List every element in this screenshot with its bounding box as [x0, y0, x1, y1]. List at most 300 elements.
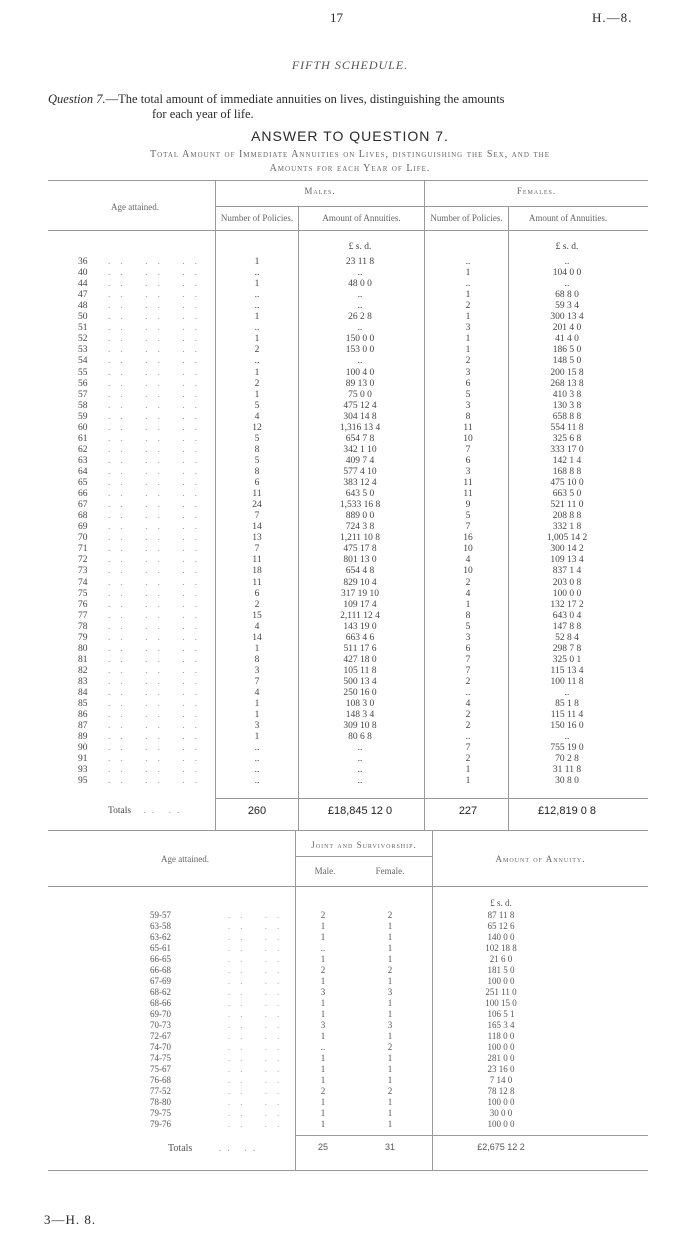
table2-row-leader-dots: .. .. — [228, 910, 290, 920]
subtitle-line-2: Amounts for each Year of Life. — [269, 163, 431, 174]
table2-header-rule — [48, 886, 648, 887]
table1-row-leader-dots: .. .. .. — [108, 433, 207, 444]
table1-row-leader-dots: .. .. .. — [108, 444, 207, 455]
table2-row-age-cell: 59-57 — [150, 910, 171, 920]
table2-row-age-cell: 69-70 — [150, 1009, 171, 1019]
table1-row-age-cell: 57 — [78, 389, 88, 400]
table1-males-header: Males. — [304, 186, 336, 196]
table1-row-leader-dots: .. .. .. — [108, 643, 207, 654]
table2-totals-dots: .. .. — [218, 1143, 262, 1154]
table1-row-male-amount-cell: .. — [357, 268, 363, 279]
table1-row-female-policies-cell: 3 — [465, 632, 471, 643]
table2-row-leader-dots: .. .. — [228, 998, 290, 1008]
table2-vrule-1 — [295, 830, 296, 1170]
table1-row-male-amount-cell: 148 3 4 — [345, 710, 375, 720]
table1-row-male-amount-cell: 100 4 0 — [345, 367, 375, 378]
table1-row-age-cell: 56 — [78, 378, 88, 389]
table1-row-female-policies-cell: .. — [465, 688, 471, 698]
table2-row-age-cell: 78-80 — [150, 1097, 171, 1107]
table1-row-age-cell: 73 — [78, 566, 88, 577]
table2-row-female-cell: 2 — [387, 1042, 393, 1052]
table1-row-female-policies-cell: 1 — [465, 776, 471, 787]
table1-row-age-cell: 84 — [78, 688, 88, 698]
table1-row-age-cell: 87 — [78, 721, 88, 732]
table1-row-female-amount-cell: 755 19 0 — [550, 743, 584, 754]
table1-row-age-cell: 58 — [78, 400, 88, 411]
table2-row-leader-dots: .. .. — [228, 965, 290, 975]
footer-reference: 3—H. 8. — [44, 1212, 97, 1227]
table1-row-female-amount-cell: 203 0 8 — [552, 577, 582, 588]
table1-row-male-amount-cell: 309 10 8 — [343, 721, 377, 732]
table1-row-leader-dots: .. .. .. — [108, 334, 207, 345]
table2-row-amount-cell: 102 18 8 — [485, 943, 517, 953]
table1-row-male-policies-cell: .. — [254, 356, 260, 367]
table1-row-male-policies-cell: .. — [254, 323, 260, 334]
table2-row-age-cell: 74-70 — [150, 1042, 171, 1052]
table1-row-female-amount-cell: 1,005 14 2 — [546, 533, 588, 544]
table2-row-amount-cell: 100 15 0 — [485, 998, 517, 1008]
table1-row-leader-dots: .. .. .. — [108, 312, 207, 323]
table1-row-female-amount-cell: 325 6 8 — [552, 433, 582, 444]
table1-row-leader-dots: .. .. .. — [108, 356, 207, 367]
table1-row-female-amount-cell: .. — [564, 257, 570, 267]
table2-row-male-cell: 1 — [320, 954, 326, 964]
table2-row-age-cell: 79-76 — [150, 1119, 171, 1129]
table1-row-female-policies-cell: 5 — [465, 511, 471, 522]
table1-row-female-amount-cell: .. — [564, 732, 570, 743]
table1-row-female-policies-cell: 1 — [465, 599, 471, 610]
table1-row-male-policies-cell: 11 — [252, 489, 262, 500]
table1-row-leader-dots: .. .. .. — [108, 400, 207, 411]
table1-total-female-policies: 227 — [458, 805, 478, 817]
table1-row-female-amount-cell: 109 13 4 — [550, 555, 584, 566]
table2-row-male-cell: 1 — [320, 1075, 326, 1085]
table2-totals-rule — [296, 1135, 648, 1136]
table1-row-male-amount-cell: 643 5 0 — [345, 489, 375, 500]
table1-row-female-policies-cell: 2 — [465, 356, 471, 367]
table1-row-male-amount-cell: 80 6 8 — [348, 732, 372, 743]
table1-total-female-amount: £12,819 0 8 — [537, 805, 597, 817]
table1-female-policies-header: Number of Policies. — [430, 213, 503, 223]
table1-row-male-policies-cell: 18 — [252, 566, 262, 577]
table2-row-age-cell: 76-68 — [150, 1075, 171, 1085]
table1-row-female-amount-cell: 410 3 8 — [552, 389, 582, 400]
page-number: 17 — [330, 10, 343, 25]
table2-row-female-cell: 1 — [387, 998, 393, 1008]
table1-row-male-amount-cell: 75 0 0 — [348, 389, 372, 400]
table1-row-female-policies-cell: 1 — [465, 268, 471, 279]
table2-row-female-cell: 1 — [387, 1119, 393, 1129]
table1-row-female-policies-cell: 8 — [465, 610, 471, 621]
table1-row-female-policies-cell: 7 — [465, 522, 471, 533]
table1-row-male-policies-cell: 7 — [254, 676, 260, 687]
table2-row-age-cell: 67-69 — [150, 976, 171, 986]
table1-row-male-policies-cell: 8 — [254, 654, 260, 665]
table1-row-female-policies-cell: 9 — [465, 500, 471, 511]
table2-row-leader-dots: .. .. — [228, 1009, 290, 1019]
table1-row-female-amount-cell: 30 8 0 — [555, 776, 579, 787]
table1-row-female-policies-cell: 3 — [465, 400, 471, 411]
table2-row-male-cell: 1 — [320, 932, 326, 942]
table1-row-age-cell: 72 — [78, 555, 88, 566]
table1-row-age-cell: 83 — [78, 676, 88, 687]
table1-females-header: Females. — [516, 186, 557, 196]
table1-row-leader-dots: .. .. .. — [108, 511, 207, 522]
table2-row-female-cell: 2 — [387, 910, 393, 920]
table1-row-leader-dots: .. .. .. — [108, 621, 207, 632]
table2-row-female-cell: 1 — [387, 1108, 393, 1118]
table1-row-female-policies-cell: 6 — [465, 378, 471, 389]
table1-row-age-cell: 69 — [78, 522, 88, 533]
table1-row-age-cell: 50 — [78, 312, 88, 323]
table2-row-leader-dots: .. .. — [228, 921, 290, 931]
table1-row-female-amount-cell: 658 8 8 — [552, 411, 582, 422]
table1-row-female-amount-cell: 200 15 8 — [550, 367, 584, 378]
table2-row-age-cell: 75-67 — [150, 1064, 171, 1074]
table1-row-female-policies-cell: 1 — [465, 765, 471, 776]
table1-row-male-policies-cell: 2 — [254, 345, 260, 356]
table1-row-leader-dots: .. .. .. — [108, 632, 207, 643]
table1-row-female-amount-cell: 41 4 0 — [555, 334, 579, 345]
table1-vrule-2 — [298, 207, 299, 830]
table1-vrule-4 — [508, 207, 509, 830]
table1-row-male-amount-cell: 250 16 0 — [343, 688, 377, 698]
table2-row-female-cell: 1 — [387, 954, 393, 964]
table2-row-female-cell: 1 — [387, 1075, 393, 1085]
table1-row-female-amount-cell: 52 8 4 — [555, 632, 579, 643]
table1-row-age-cell: 64 — [78, 467, 88, 477]
table1-row-male-policies-cell: 1 — [254, 334, 260, 345]
table1-row-male-policies-cell: .. — [254, 268, 260, 279]
table1-row-male-amount-cell: 475 17 8 — [343, 544, 377, 555]
table1-row-female-amount-cell: 325 0 1 — [552, 654, 582, 665]
table1-row-female-policies-cell: 2 — [465, 676, 471, 687]
table1-row-male-amount-cell: .. — [357, 301, 363, 312]
table1-row-leader-dots: .. .. .. — [108, 257, 207, 267]
table1-row-female-policies-cell: .. — [465, 279, 471, 290]
table2-row-age-cell: 66-68 — [150, 965, 171, 975]
table1-row-age-cell: 65 — [78, 478, 88, 488]
table1-row-male-policies-cell: .. — [254, 743, 260, 754]
table1-row-leader-dots: .. .. .. — [108, 301, 207, 312]
table1-row-male-amount-cell: 889 0 0 — [345, 511, 375, 522]
table1-row-leader-dots: .. .. .. — [108, 676, 207, 687]
question-line-2: for each year of life. — [152, 107, 254, 121]
table2-row-female-cell: 1 — [387, 1064, 393, 1074]
table1-vrule-3 — [424, 180, 425, 830]
table1-row-age-cell: 66 — [78, 489, 88, 500]
table1-row-male-policies-cell: 12 — [252, 422, 262, 433]
table1-vrule-1 — [215, 180, 216, 830]
table1-row-female-amount-cell: 31 11 8 — [552, 765, 582, 776]
table1-row-age-cell: 76 — [78, 599, 88, 610]
table1-row-female-policies-cell: 1 — [465, 312, 471, 323]
table2-row-leader-dots: .. .. — [228, 1119, 290, 1129]
table1-row-male-policies-cell: 13 — [252, 533, 262, 544]
table1-row-leader-dots: .. .. .. — [108, 688, 207, 698]
table2-joint-header: Joint and Survivorship. — [311, 840, 417, 850]
table2-row-male-cell: 1 — [320, 1031, 326, 1041]
table1-row-age-cell: 63 — [78, 455, 88, 466]
table1-row-leader-dots: .. .. .. — [108, 699, 207, 709]
table1-row-leader-dots: .. .. .. — [108, 279, 207, 290]
table1-row-male-policies-cell: 3 — [254, 721, 260, 732]
table2-row-leader-dots: .. .. — [228, 1042, 290, 1052]
table1-row-leader-dots: .. .. .. — [108, 765, 207, 776]
table1-row-male-policies-cell: 7 — [254, 511, 260, 522]
table1-row-male-amount-cell: 801 13 0 — [343, 555, 377, 566]
table1-female-currency-units: £ s. d. — [555, 242, 579, 252]
table1-row-leader-dots: .. .. .. — [108, 555, 207, 566]
table1-row-leader-dots: .. .. .. — [108, 544, 207, 555]
table1-row-male-policies-cell: 8 — [254, 467, 260, 477]
table2-row-male-cell: 1 — [320, 1119, 326, 1129]
table1-totals-label — [108, 806, 185, 816]
table1-row-age-cell: 48 — [78, 301, 88, 312]
table1-row-female-amount-cell: 208 8 8 — [552, 511, 582, 522]
table1-row-female-policies-cell: 3 — [465, 367, 471, 378]
table2-row-amount-cell: 21 6 0 — [489, 954, 513, 964]
table1-male-amount-header: Amount of Annuities. — [322, 213, 401, 223]
table1-row-male-policies-cell: 1 — [254, 389, 260, 400]
table2-row-female-cell: 1 — [387, 1009, 393, 1019]
table1-row-age-cell: 70 — [78, 533, 88, 544]
table2-row-male-cell: 1 — [320, 921, 326, 931]
table1-row-leader-dots: .. .. .. — [108, 610, 207, 621]
schedule-title: FIFTH SCHEDULE. — [291, 58, 409, 72]
table1-row-male-amount-cell: 342 1 10 — [343, 444, 377, 455]
table2-row-amount-cell: 23 16 0 — [487, 1064, 515, 1074]
table1-row-male-policies-cell: 4 — [254, 411, 260, 422]
table1-row-female-policies-cell: 10 — [463, 566, 473, 577]
table1-row-leader-dots: .. .. .. — [108, 732, 207, 743]
table1-row-male-policies-cell: 15 — [252, 610, 262, 621]
table1-row-male-policies-cell: 1 — [254, 699, 260, 709]
table2-totals-label — [168, 1143, 261, 1154]
table1-row-male-amount-cell: 577 4 10 — [343, 467, 377, 477]
table1-row-leader-dots: .. .. .. — [108, 489, 207, 500]
table2-row-amount-cell: 281 0 0 — [487, 1053, 515, 1063]
table1-row-female-policies-cell: 4 — [465, 699, 471, 709]
table1-row-female-amount-cell: 104 0 0 — [552, 268, 582, 279]
table2-row-leader-dots: .. .. — [228, 1075, 290, 1085]
table1-row-age-cell: 52 — [78, 334, 88, 345]
table2-row-male-cell: 1 — [320, 1108, 326, 1118]
table2-row-age-cell: 63-62 — [150, 932, 171, 942]
table1-row-male-amount-cell: 2,111 12 4 — [340, 610, 380, 621]
table1-row-leader-dots: .. .. .. — [108, 577, 207, 588]
table2-row-male-cell: .. — [320, 943, 326, 953]
table1-row-female-policies-cell: 3 — [465, 467, 471, 477]
table1-row-leader-dots: .. .. .. — [108, 721, 207, 732]
table2-row-amount-cell: 87 11 8 — [487, 910, 515, 920]
table1-row-male-amount-cell: .. — [357, 765, 363, 776]
table1-row-female-policies-cell: 7 — [465, 654, 471, 665]
question-label: Question 7. — [48, 92, 106, 106]
table2-row-leader-dots: .. .. — [228, 1108, 290, 1118]
table1-row-female-policies-cell: 7 — [465, 665, 471, 676]
table1-row-leader-dots: .. .. .. — [108, 654, 207, 665]
table1-row-male-amount-cell: 143 19 0 — [343, 621, 377, 632]
table1-row-male-policies-cell: 2 — [254, 378, 260, 389]
table1-row-female-policies-cell: 4 — [465, 588, 471, 599]
table1-row-male-amount-cell: 304 14 8 — [343, 411, 377, 422]
table1-row-male-policies-cell: 2 — [254, 599, 260, 610]
table1-row-male-amount-cell: 1,533 16 8 — [339, 500, 381, 511]
table1-row-leader-dots: .. .. .. — [108, 411, 207, 422]
table1-row-female-amount-cell: 85 1 8 — [555, 699, 579, 709]
table2-amount-header: Amount of Annuity. — [495, 854, 586, 864]
table2-row-male-cell: 1 — [320, 998, 326, 1008]
table1-row-age-cell: 68 — [78, 511, 88, 522]
table1-row-leader-dots: .. .. .. — [108, 710, 207, 720]
table2-total-male: 25 — [317, 1142, 328, 1152]
table2-total-amount: £2,675 12 2 — [477, 1142, 525, 1152]
table1-row-male-policies-cell: 4 — [254, 621, 260, 632]
table1-row-female-policies-cell: 11 — [463, 478, 473, 488]
document-reference: H.—8. — [592, 10, 633, 25]
table1-row-male-policies-cell: 1 — [254, 279, 260, 290]
table1-row-female-amount-cell: 115 13 4 — [550, 665, 584, 676]
table1-row-male-policies-cell: 1 — [254, 643, 260, 654]
table2-row-male-cell: 2 — [320, 965, 326, 975]
table2-row-male-cell: 2 — [320, 1086, 326, 1096]
table1-row-female-policies-cell: 10 — [463, 433, 473, 444]
table2-row-leader-dots: .. .. — [228, 954, 290, 964]
table1-row-female-amount-cell: 68 8 0 — [555, 290, 579, 301]
table1-male-currency-units: £ s. d. — [348, 242, 372, 252]
table1-row-male-amount-cell: 663 4 6 — [345, 632, 375, 643]
table2-row-age-cell: 66-65 — [150, 954, 171, 964]
table1-header-rule — [48, 230, 648, 231]
table2-row-leader-dots: .. .. — [228, 1086, 290, 1096]
table2-row-male-cell: 2 — [320, 910, 326, 920]
table1-row-male-amount-cell: .. — [357, 754, 363, 765]
table1-row-age-cell: 80 — [78, 643, 88, 654]
table2-row-leader-dots: .. .. — [228, 1097, 290, 1107]
table1-row-age-cell: 61 — [78, 433, 88, 444]
table1-total-male-policies: 260 — [247, 805, 267, 817]
table1-row-female-amount-cell: .. — [564, 688, 570, 698]
table1-row-age-cell: 90 — [78, 743, 88, 754]
table1-row-female-amount-cell: 643 0 4 — [552, 610, 582, 621]
table1-row-age-cell: 93 — [78, 765, 88, 776]
table1-row-age-cell: 91 — [78, 754, 88, 765]
table1-row-female-policies-cell: 7 — [465, 743, 471, 754]
table1-row-leader-dots: .. .. .. — [108, 467, 207, 477]
table1-row-male-amount-cell: 23 11 8 — [345, 257, 375, 267]
table1-row-male-amount-cell: 105 11 8 — [343, 665, 377, 676]
table1-row-female-policies-cell: 2 — [465, 301, 471, 312]
table2-row-amount-cell: 165 3 4 — [487, 1020, 515, 1030]
table1-row-male-amount-cell: 829 10 4 — [343, 577, 377, 588]
table1-row-female-policies-cell: 2 — [465, 577, 471, 588]
table2-group-rule — [296, 856, 432, 857]
table1-row-age-cell: 74 — [78, 577, 88, 588]
table1-row-female-amount-cell: 147 8 8 — [552, 621, 582, 632]
table2-row-age-cell: 72-67 — [150, 1031, 171, 1041]
table1-row-age-cell: 62 — [78, 444, 88, 455]
table1-row-male-policies-cell: 1 — [254, 257, 260, 267]
table1-row-age-cell: 60 — [78, 422, 88, 433]
table1-row-male-policies-cell: .. — [254, 301, 260, 312]
table1-row-male-policies-cell: 3 — [254, 665, 260, 676]
table1-row-male-policies-cell: 1 — [254, 732, 260, 743]
table1-row-age-cell: 54 — [78, 356, 88, 367]
table1-row-male-amount-cell: 108 3 0 — [345, 699, 375, 709]
table2-row-female-cell: 2 — [387, 1086, 393, 1096]
table1-row-leader-dots: .. .. .. — [108, 754, 207, 765]
table2-vrule-2 — [432, 830, 433, 1170]
table1-row-female-policies-cell: 1 — [465, 290, 471, 301]
table2-row-female-cell: 1 — [387, 943, 393, 953]
table1-row-female-policies-cell: 4 — [465, 555, 471, 566]
table1-row-female-amount-cell: 59 3 4 — [555, 301, 579, 312]
table2-row-amount-cell: 106 5 1 — [487, 1009, 515, 1019]
table1-row-male-amount-cell: 317 19 10 — [341, 588, 379, 599]
table1-row-age-cell: 59 — [78, 411, 88, 422]
table1-row-female-amount-cell: 333 17 0 — [550, 444, 584, 455]
table1-row-female-policies-cell: 10 — [463, 544, 473, 555]
table1-row-male-amount-cell: .. — [357, 323, 363, 334]
table2-row-amount-cell: 100 0 0 — [487, 976, 515, 986]
table1-row-male-amount-cell: 26 2 8 — [348, 312, 372, 323]
table1-row-female-policies-cell: 11 — [463, 489, 473, 500]
table1-row-female-policies-cell: 16 — [463, 533, 473, 544]
table1-row-male-policies-cell: .. — [254, 765, 260, 776]
table1-row-leader-dots: .. .. .. — [108, 478, 207, 488]
table1-row-leader-dots: .. .. .. — [108, 268, 207, 279]
table2-row-leader-dots: .. .. — [228, 1053, 290, 1063]
table1-row-female-amount-cell: 268 13 8 — [550, 378, 584, 389]
table1-row-female-policies-cell: 6 — [465, 643, 471, 654]
table1-row-male-amount-cell: 427 18 0 — [343, 654, 377, 665]
table1-row-female-amount-cell: 300 14 2 — [550, 544, 584, 555]
table1-row-male-policies-cell: 6 — [254, 588, 260, 599]
table2-row-female-cell: 1 — [387, 976, 393, 986]
table1-row-age-cell: 79 — [78, 632, 88, 643]
table2-row-amount-cell: 65 12 6 — [487, 921, 515, 931]
table1-row-male-amount-cell: 654 7 8 — [345, 433, 375, 444]
table1-row-male-amount-cell: 500 13 4 — [343, 676, 377, 687]
table1-row-male-policies-cell: 14 — [252, 522, 262, 533]
table1-row-male-policies-cell: .. — [254, 776, 260, 787]
table2-row-amount-cell: 118 0 0 — [487, 1031, 515, 1041]
table1-row-age-cell: 55 — [78, 367, 88, 378]
table2-row-amount-cell: 251 11 0 — [485, 987, 517, 997]
table1-row-female-amount-cell: 168 8 8 — [552, 467, 582, 477]
table1-row-male-amount-cell: 511 17 6 — [343, 643, 377, 654]
table2-row-male-cell: .. — [320, 1042, 326, 1052]
table1-row-age-cell: 78 — [78, 621, 88, 632]
table1-row-female-amount-cell: 100 11 8 — [550, 676, 584, 687]
table1-row-female-amount-cell: 201 4 0 — [552, 323, 582, 334]
table1-row-leader-dots: .. .. .. — [108, 422, 207, 433]
answer-heading: ANSWER TO QUESTION 7. — [251, 128, 449, 144]
table1-row-age-cell: 53 — [78, 345, 88, 356]
table2-row-leader-dots: .. .. — [228, 1020, 290, 1030]
table1-row-age-cell: 95 — [78, 776, 88, 787]
table2-row-amount-cell: 30 0 0 — [489, 1108, 513, 1118]
table1-row-female-policies-cell: .. — [465, 257, 471, 267]
table1-row-leader-dots: .. .. .. — [108, 533, 207, 544]
table2-row-male-cell: 3 — [320, 1020, 326, 1030]
table1-row-male-policies-cell: 4 — [254, 688, 260, 698]
question-text — [48, 92, 648, 122]
table1-row-female-policies-cell: 2 — [465, 721, 471, 732]
question-line-1: —The total amount of immediate annuities on lives, distinguishing the amounts — [105, 92, 505, 106]
table2-total-female: 31 — [384, 1142, 395, 1152]
